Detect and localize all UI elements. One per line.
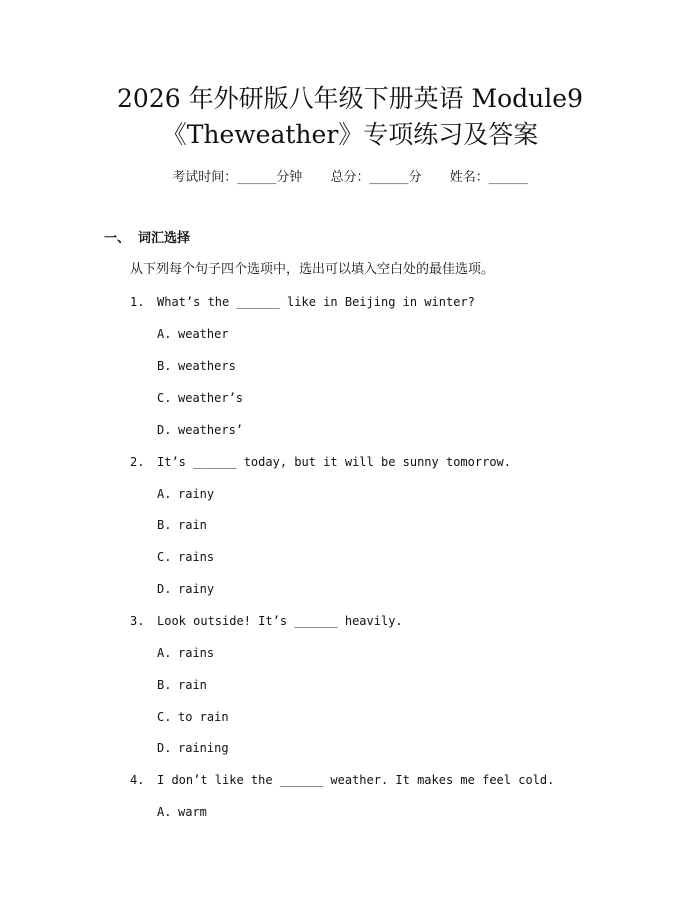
question-text: I don’t like the ______ weather. It makes me feel cold.: [157, 773, 555, 787]
option-text: weather: [178, 327, 229, 341]
section-title: 词汇选择: [138, 231, 191, 246]
option-1a: [157, 325, 229, 343]
question-number: 2.: [130, 455, 145, 469]
section-heading: [104, 230, 190, 248]
question-number: 3.: [130, 614, 145, 628]
option-4a: [157, 803, 207, 821]
question-3: [130, 612, 403, 630]
option-letter: C.: [157, 391, 172, 405]
exam-info-line: [0, 169, 700, 187]
question-text: What’s the ______ like in Beijing in winter?: [157, 295, 475, 309]
option-1c: [157, 389, 243, 407]
option-1b: [157, 357, 236, 375]
question-text: It’s ______ today, but it will be sunny tomorrow.: [157, 455, 512, 469]
option-text: rains: [178, 646, 215, 660]
option-letter: C.: [157, 550, 172, 564]
option-letter: A.: [157, 805, 172, 819]
option-2b: [157, 516, 207, 534]
option-text: weather’s: [178, 391, 244, 405]
option-text: weathers: [178, 359, 236, 373]
question-4: [130, 771, 554, 789]
document-title-line-1: 2026 年外研版八年级下册英语 Module9: [117, 84, 583, 113]
option-letter: B.: [157, 518, 172, 532]
option-letter: B.: [157, 678, 172, 692]
option-letter: D.: [157, 741, 172, 755]
question-text: Look outside! It’s ______ heavily.: [157, 614, 403, 628]
option-text: raining: [178, 741, 229, 755]
student-name: 姓名：______: [449, 170, 528, 185]
option-3b: [157, 676, 207, 694]
option-letter: A.: [157, 487, 172, 501]
option-text: rain: [178, 518, 207, 532]
question-number: 4.: [130, 773, 145, 787]
option-2c: [157, 548, 214, 566]
exam-time: 考试时间：______分钟: [172, 170, 303, 185]
option-3a: [157, 644, 214, 662]
option-text: rainy: [178, 487, 215, 501]
option-letter: B.: [157, 359, 172, 373]
option-letter: A.: [157, 327, 172, 341]
question-2: [130, 453, 511, 471]
section-number: 一、: [104, 231, 131, 246]
option-text: warm: [178, 805, 207, 819]
option-1d: [157, 421, 243, 439]
option-text: weathers’: [178, 423, 244, 437]
option-3c: [157, 708, 229, 726]
section-instruction: 从下列每个句子四个选项中，选出可以填入空白处的最佳选项。: [130, 262, 495, 277]
total-score: 总分：______分: [330, 170, 422, 185]
question-1: [130, 293, 475, 311]
document-title-line-2: 《Theweather》专项练习及答案: [161, 120, 539, 149]
option-letter: C.: [157, 710, 172, 724]
option-letter: D.: [157, 423, 172, 437]
option-text: rains: [178, 550, 215, 564]
option-3d: [157, 739, 229, 757]
option-text: rain: [178, 678, 207, 692]
option-letter: A.: [157, 646, 172, 660]
option-text: to rain: [178, 710, 229, 724]
option-letter: D.: [157, 582, 172, 596]
option-text: rainy: [178, 582, 215, 596]
option-2d: [157, 580, 214, 598]
option-2a: [157, 485, 214, 503]
question-number: 1.: [130, 295, 145, 309]
